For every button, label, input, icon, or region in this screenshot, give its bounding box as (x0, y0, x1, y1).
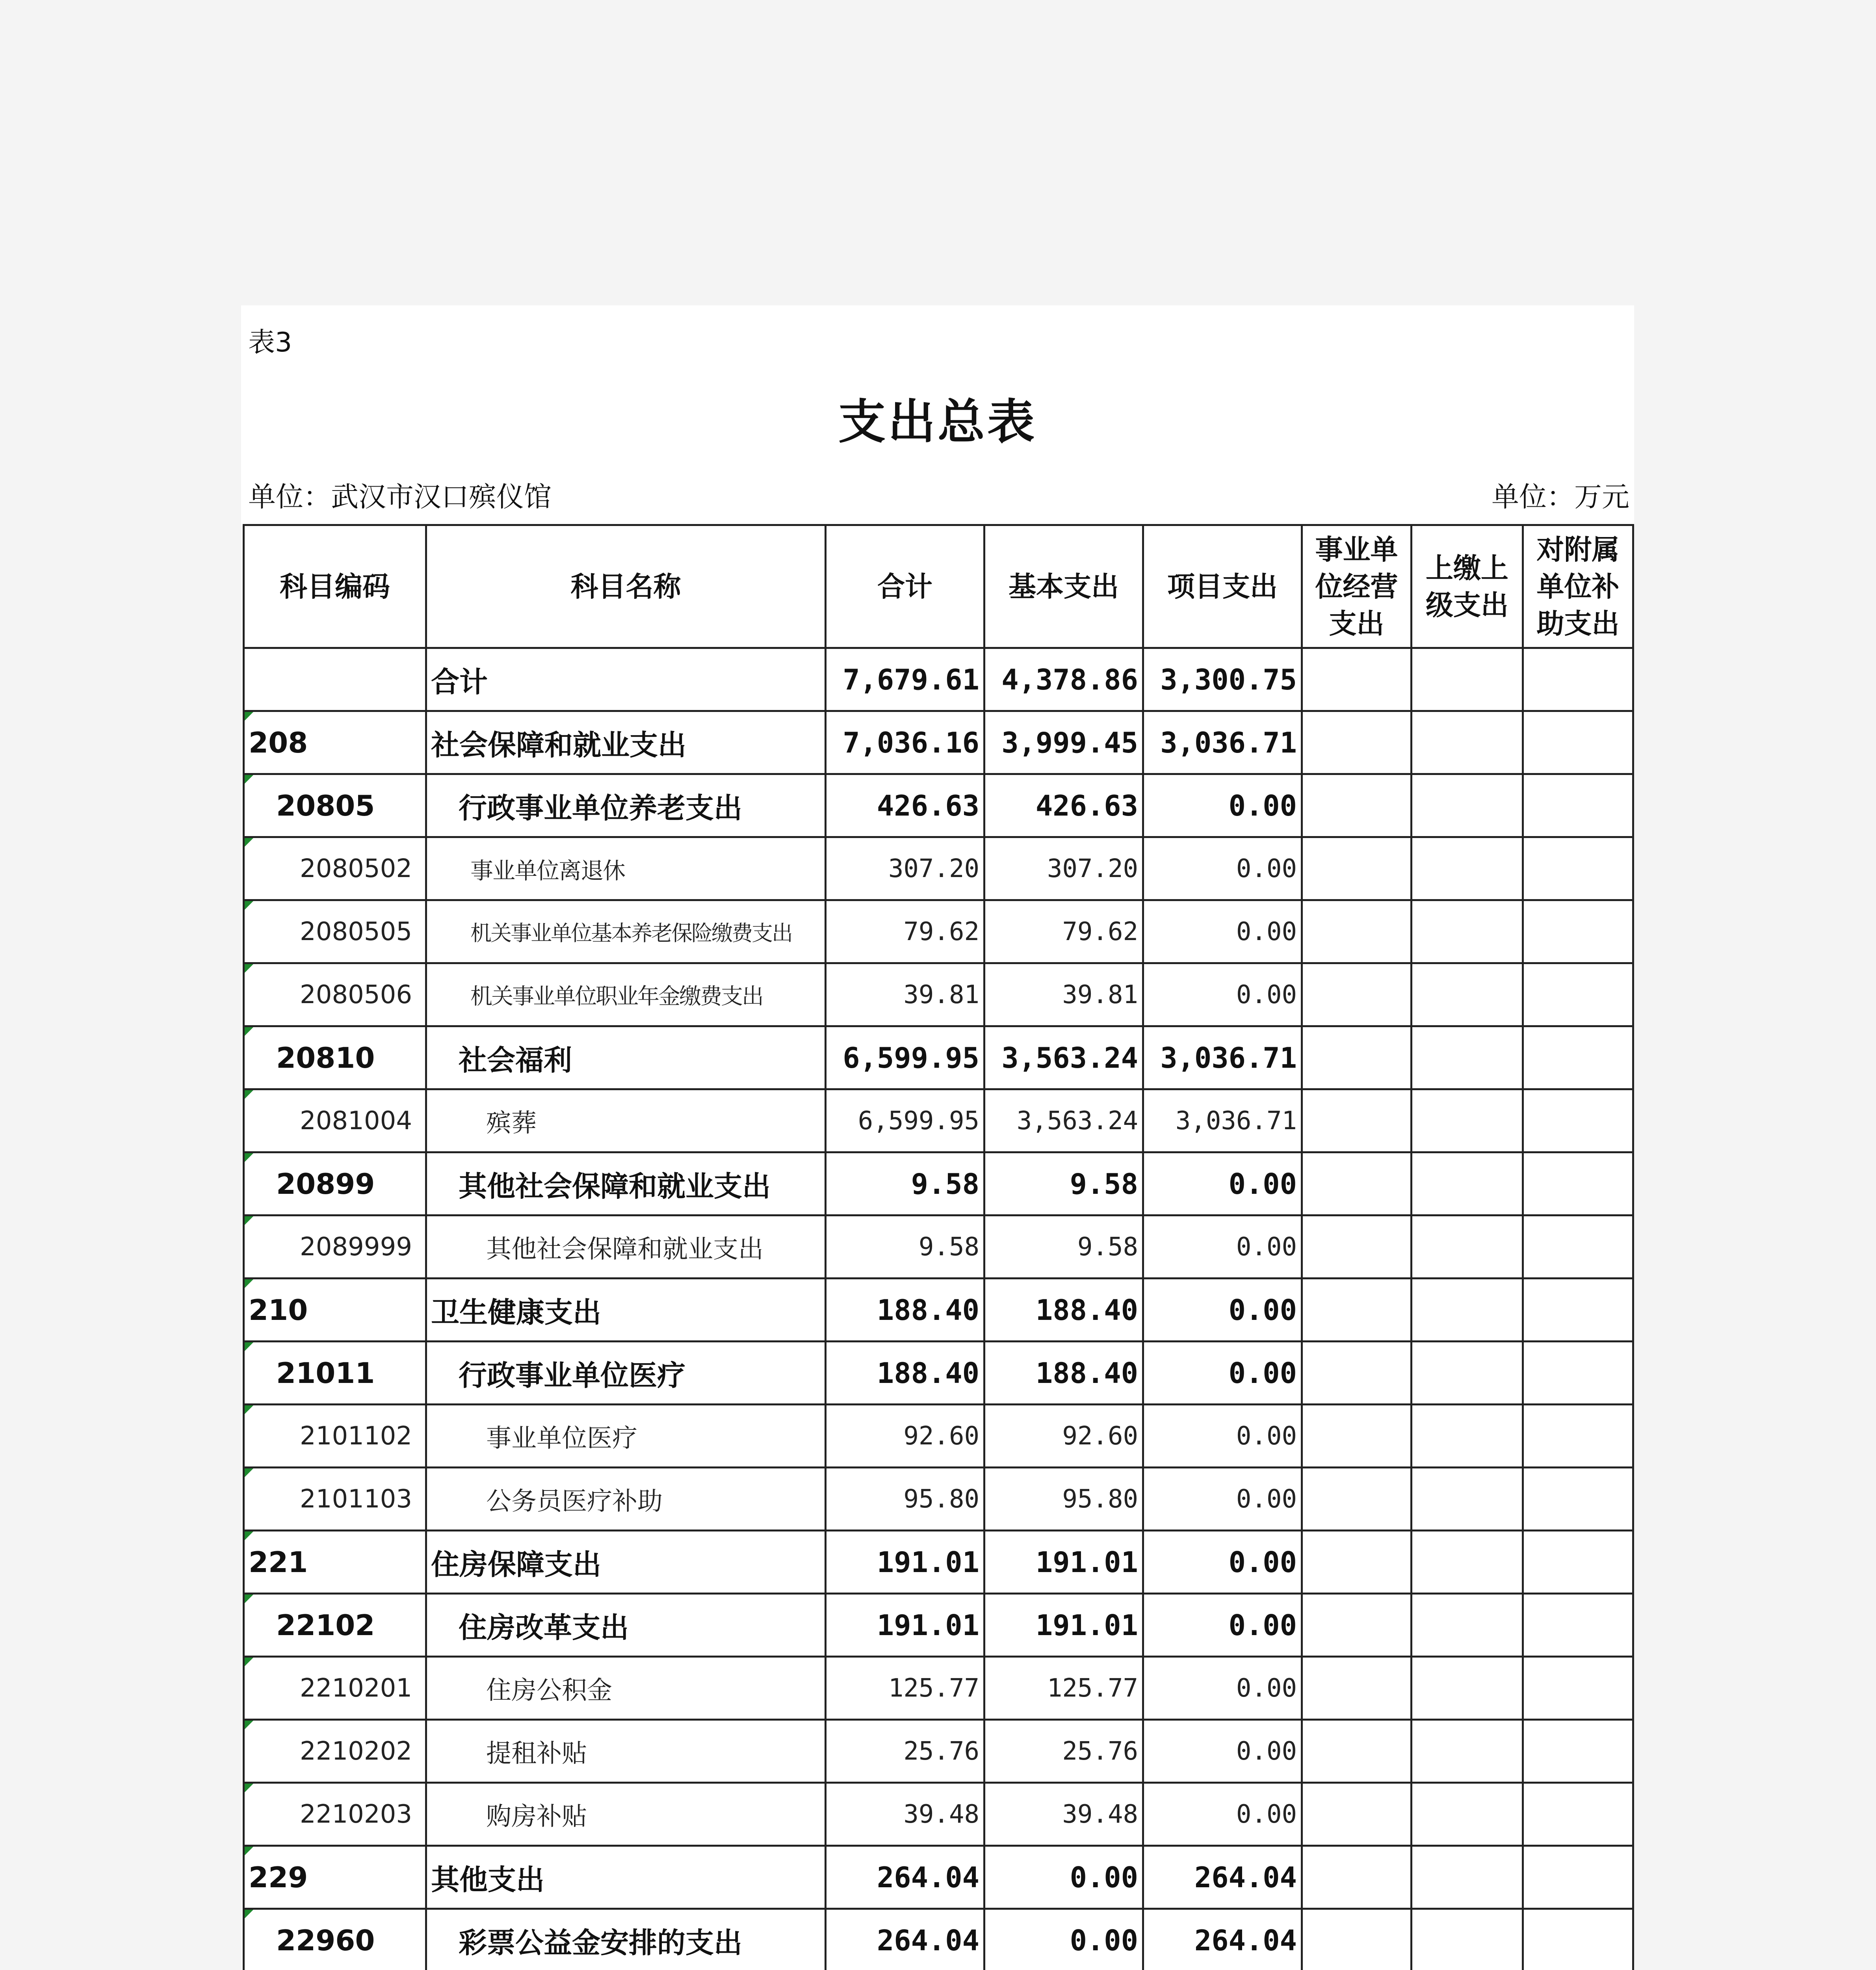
row-project: 0.00 (1143, 1279, 1302, 1342)
row-code (244, 1531, 426, 1594)
header-basic: 基本支出 (984, 525, 1143, 648)
cell-marker-icon (245, 1153, 253, 1162)
row-code-text: 2101102 (300, 1421, 412, 1451)
row-name: 机关事业单位职业年金缴费支出 (426, 963, 826, 1026)
row-code (244, 1152, 426, 1215)
row-code (244, 900, 426, 963)
row-business (1302, 1846, 1412, 1909)
row-name: 住房保障支出 (426, 1531, 826, 1594)
row-project: 0.00 (1143, 1657, 1302, 1720)
row-upper (1412, 1468, 1523, 1531)
row-basic: 191.01 (984, 1594, 1143, 1657)
row-project: 0.00 (1143, 963, 1302, 1026)
row-business (1302, 1342, 1412, 1405)
table-row (244, 1720, 1633, 1783)
row-project: 264.04 (1143, 1909, 1302, 1970)
row-subsidy (1523, 1279, 1633, 1342)
table-row (244, 1468, 1633, 1531)
row-subsidy (1523, 1405, 1633, 1468)
row-total: 307.20 (826, 837, 984, 900)
row-total: 39.48 (826, 1783, 984, 1846)
row-business (1302, 1657, 1412, 1720)
row-subsidy (1523, 1909, 1633, 1970)
row-code (244, 1594, 426, 1657)
row-upper (1412, 1720, 1523, 1783)
row-upper (1412, 774, 1523, 837)
row-total: 79.62 (826, 900, 984, 963)
row-code-text: 22102 (276, 1608, 375, 1642)
cell-marker-icon (245, 1090, 253, 1099)
row-name: 提租补贴 (426, 1720, 826, 1783)
row-basic: 307.20 (984, 837, 1143, 900)
row-code-text: 20805 (276, 789, 375, 822)
table-row (244, 1089, 1633, 1152)
table-row (244, 774, 1633, 837)
row-total: 125.77 (826, 1657, 984, 1720)
row-name: 机关事业单位基本养老保险缴费支出 (426, 900, 826, 963)
row-name: 行政事业单位养老支出 (426, 774, 826, 837)
table-row (244, 1026, 1633, 1089)
row-total: 264.04 (826, 1846, 984, 1909)
table-row (244, 900, 1633, 963)
row-code-text: 210 (249, 1293, 308, 1327)
row-basic: 191.01 (984, 1531, 1143, 1594)
row-upper (1412, 1846, 1523, 1909)
row-name: 住房公积金 (426, 1657, 826, 1720)
row-business (1302, 963, 1412, 1026)
row-subsidy (1523, 1215, 1633, 1279)
row-business (1302, 837, 1412, 900)
unit-organization: 单位：武汉市汉口殡仪馆 (248, 481, 552, 513)
row-basic: 9.58 (984, 1215, 1143, 1279)
table-row (244, 1783, 1633, 1846)
unit-currency: 单位：万元 (1492, 481, 1629, 513)
row-business (1302, 1215, 1412, 1279)
cell-marker-icon (245, 1027, 253, 1036)
cell-marker-icon (245, 1910, 253, 1918)
row-upper (1412, 1531, 1523, 1594)
table-row (244, 1342, 1633, 1405)
row-name: 社会福利 (426, 1026, 826, 1089)
row-total: 39.81 (826, 963, 984, 1026)
table-row (244, 1531, 1633, 1594)
row-subsidy (1523, 837, 1633, 900)
row-code-text: 2080505 (300, 917, 412, 946)
row-upper (1412, 1215, 1523, 1279)
cell-marker-icon (245, 1216, 253, 1225)
row-basic: 25.76 (984, 1720, 1143, 1783)
row-upper (1412, 837, 1523, 900)
cell-marker-icon (245, 1595, 253, 1603)
row-name: 其他社会保障和就业支出 (426, 1215, 826, 1279)
row-total: 6,599.95 (826, 1089, 984, 1152)
row-business (1302, 1405, 1412, 1468)
row-basic: 0.00 (984, 1846, 1143, 1909)
row-upper (1412, 1657, 1523, 1720)
cell-marker-icon (245, 1405, 253, 1414)
row-subsidy (1523, 1342, 1633, 1405)
row-name: 其他支出 (426, 1846, 826, 1909)
row-code (244, 1720, 426, 1783)
row-total: 264.04 (826, 1909, 984, 1970)
row-code (244, 774, 426, 837)
row-business (1302, 900, 1412, 963)
row-total: 9.58 (826, 1152, 984, 1215)
row-name: 社会保障和就业支出 (426, 711, 826, 774)
row-upper (1412, 648, 1523, 711)
row-subsidy (1523, 1783, 1633, 1846)
page-title: 支出总表 (838, 394, 1037, 450)
row-code (244, 1846, 426, 1909)
row-basic: 0.00 (984, 1909, 1143, 1970)
row-name: 事业单位医疗 (426, 1405, 826, 1468)
row-total: 95.80 (826, 1468, 984, 1531)
row-code (244, 1215, 426, 1279)
row-upper (1412, 1909, 1523, 1970)
row-basic: 92.60 (984, 1405, 1143, 1468)
header-row (244, 525, 1633, 648)
row-subsidy (1523, 963, 1633, 1026)
cell-marker-icon (245, 964, 253, 973)
cell-marker-icon (245, 1847, 253, 1855)
table-row (244, 1279, 1633, 1342)
row-total: 188.40 (826, 1279, 984, 1342)
row-code (244, 963, 426, 1026)
row-name: 卫生健康支出 (426, 1279, 826, 1342)
row-project: 0.00 (1143, 1405, 1302, 1468)
row-upper (1412, 1279, 1523, 1342)
row-project: 3,036.71 (1143, 1026, 1302, 1089)
row-project: 0.00 (1143, 1783, 1302, 1846)
row-name: 事业单位离退休 (426, 837, 826, 900)
cell-marker-icon (245, 901, 253, 910)
row-project: 3,036.71 (1143, 1089, 1302, 1152)
row-project: 0.00 (1143, 900, 1302, 963)
table-row (244, 1152, 1633, 1215)
header-project: 项目支出 (1143, 525, 1302, 648)
row-basic: 39.81 (984, 963, 1143, 1026)
table-row (244, 648, 1633, 711)
row-total: 7,679.61 (826, 648, 984, 711)
row-basic: 79.62 (984, 900, 1143, 963)
row-upper (1412, 1089, 1523, 1152)
row-business (1302, 1783, 1412, 1846)
row-project: 0.00 (1143, 1342, 1302, 1405)
row-basic: 3,563.24 (984, 1026, 1143, 1089)
header-code: 科目编码 (244, 525, 426, 648)
row-code (244, 1342, 426, 1405)
header-subsidy: 对附属单位补助支出 (1523, 525, 1633, 648)
cell-marker-icon (245, 1531, 253, 1540)
row-basic: 95.80 (984, 1468, 1143, 1531)
table-row (244, 963, 1633, 1026)
row-total: 9.58 (826, 1215, 984, 1279)
row-business (1302, 1909, 1412, 1970)
cell-marker-icon (245, 1658, 253, 1666)
row-upper (1412, 1152, 1523, 1215)
row-subsidy (1523, 1152, 1633, 1215)
row-basic: 125.77 (984, 1657, 1143, 1720)
row-business (1302, 1279, 1412, 1342)
row-name: 公务员医疗补助 (426, 1468, 826, 1531)
table-row (244, 1657, 1633, 1720)
row-code (244, 1909, 426, 1970)
row-subsidy (1523, 1846, 1633, 1909)
row-subsidy (1523, 1531, 1633, 1594)
row-business (1302, 1152, 1412, 1215)
row-upper (1412, 1405, 1523, 1468)
row-basic: 4,378.86 (984, 648, 1143, 711)
row-business (1302, 1468, 1412, 1531)
cell-marker-icon (245, 838, 253, 847)
row-project: 0.00 (1143, 1720, 1302, 1783)
row-subsidy (1523, 1594, 1633, 1657)
row-project: 264.04 (1143, 1846, 1302, 1909)
row-code-text: 2101103 (300, 1484, 412, 1514)
row-subsidy (1523, 774, 1633, 837)
cell-marker-icon (245, 775, 253, 784)
row-code-text: 20899 (276, 1167, 375, 1201)
row-basic: 3,999.45 (984, 711, 1143, 774)
row-project: 0.00 (1143, 1531, 1302, 1594)
cell-marker-icon (245, 1721, 253, 1729)
row-code (244, 1657, 426, 1720)
row-subsidy (1523, 1720, 1633, 1783)
row-code-text: 229 (249, 1860, 308, 1894)
row-code (244, 1026, 426, 1089)
cell-marker-icon (245, 1468, 253, 1477)
row-project: 0.00 (1143, 1468, 1302, 1531)
row-basic: 39.48 (984, 1783, 1143, 1846)
row-code-text: 2080502 (300, 854, 412, 883)
row-subsidy (1523, 1468, 1633, 1531)
row-total: 6,599.95 (826, 1026, 984, 1089)
row-business (1302, 1594, 1412, 1657)
table-row (244, 711, 1633, 774)
table-row (244, 1594, 1633, 1657)
row-code-text: 2210201 (300, 1673, 412, 1703)
row-upper (1412, 711, 1523, 774)
header-total: 合计 (826, 525, 984, 648)
row-total: 191.01 (826, 1594, 984, 1657)
row-business (1302, 711, 1412, 774)
row-total: 25.76 (826, 1720, 984, 1783)
row-project: 0.00 (1143, 1215, 1302, 1279)
row-project: 0.00 (1143, 837, 1302, 900)
expenditure-table (243, 524, 1634, 1970)
row-code-text: 2210203 (300, 1799, 412, 1829)
row-code (244, 1089, 426, 1152)
row-name: 行政事业单位医疗 (426, 1342, 826, 1405)
table-number: 表3 (248, 327, 292, 358)
row-code (244, 1405, 426, 1468)
row-code-text: 2210202 (300, 1736, 412, 1766)
row-code-text: 2081004 (300, 1106, 412, 1136)
row-business (1302, 774, 1412, 837)
row-upper (1412, 1342, 1523, 1405)
row-business (1302, 1720, 1412, 1783)
row-subsidy (1523, 1089, 1633, 1152)
row-code-text: 21011 (276, 1356, 375, 1390)
row-code (244, 1468, 426, 1531)
cell-marker-icon (245, 712, 253, 721)
row-total: 7,036.16 (826, 711, 984, 774)
row-subsidy (1523, 711, 1633, 774)
row-total: 426.63 (826, 774, 984, 837)
table-row (244, 1909, 1633, 1970)
row-basic: 188.40 (984, 1279, 1143, 1342)
row-upper (1412, 1783, 1523, 1846)
row-upper (1412, 1594, 1523, 1657)
row-code (244, 837, 426, 900)
budget-sheet (241, 305, 1634, 1970)
row-subsidy (1523, 900, 1633, 963)
row-project: 0.00 (1143, 774, 1302, 837)
cell-marker-icon (245, 1342, 253, 1351)
cell-marker-icon (245, 1784, 253, 1792)
row-upper (1412, 1026, 1523, 1089)
row-total: 191.01 (826, 1531, 984, 1594)
row-code-text: 2080506 (300, 980, 412, 1009)
row-upper (1412, 900, 1523, 963)
row-name: 其他社会保障和就业支出 (426, 1152, 826, 1215)
table-row (244, 1405, 1633, 1468)
row-business (1302, 648, 1412, 711)
header-name: 科目名称 (426, 525, 826, 648)
row-project: 0.00 (1143, 1152, 1302, 1215)
row-business (1302, 1026, 1412, 1089)
table-row (244, 1846, 1633, 1909)
row-basic: 3,563.24 (984, 1089, 1143, 1152)
row-name: 购房补贴 (426, 1783, 826, 1846)
row-code-text: 22960 (276, 1924, 375, 1957)
row-subsidy (1523, 1657, 1633, 1720)
row-total: 188.40 (826, 1342, 984, 1405)
row-total: 92.60 (826, 1405, 984, 1468)
row-basic: 426.63 (984, 774, 1143, 837)
row-business (1302, 1531, 1412, 1594)
row-name: 住房改革支出 (426, 1594, 826, 1657)
row-code-text: 221 (249, 1545, 308, 1579)
table-row (244, 837, 1633, 900)
row-code-text: 20810 (276, 1041, 375, 1074)
row-code (244, 648, 426, 711)
row-name: 彩票公益金安排的支出 (426, 1909, 826, 1970)
row-project: 3,036.71 (1143, 711, 1302, 774)
row-basic: 188.40 (984, 1342, 1143, 1405)
row-code (244, 1783, 426, 1846)
row-basic: 9.58 (984, 1152, 1143, 1215)
row-code-text: 2089999 (300, 1232, 412, 1262)
table-row (244, 1215, 1633, 1279)
row-name: 殡葬 (426, 1089, 826, 1152)
header-upper: 上缴上级支出 (1412, 525, 1523, 648)
row-code-text: 208 (249, 726, 308, 759)
row-code (244, 711, 426, 774)
row-project: 0.00 (1143, 1594, 1302, 1657)
row-code (244, 1279, 426, 1342)
row-name: 合计 (426, 648, 826, 711)
header-business: 事业单位经营支出 (1302, 525, 1412, 648)
row-subsidy (1523, 648, 1633, 711)
row-project: 3,300.75 (1143, 648, 1302, 711)
row-upper (1412, 963, 1523, 1026)
row-subsidy (1523, 1026, 1633, 1089)
cell-marker-icon (245, 1279, 253, 1288)
row-business (1302, 1089, 1412, 1152)
